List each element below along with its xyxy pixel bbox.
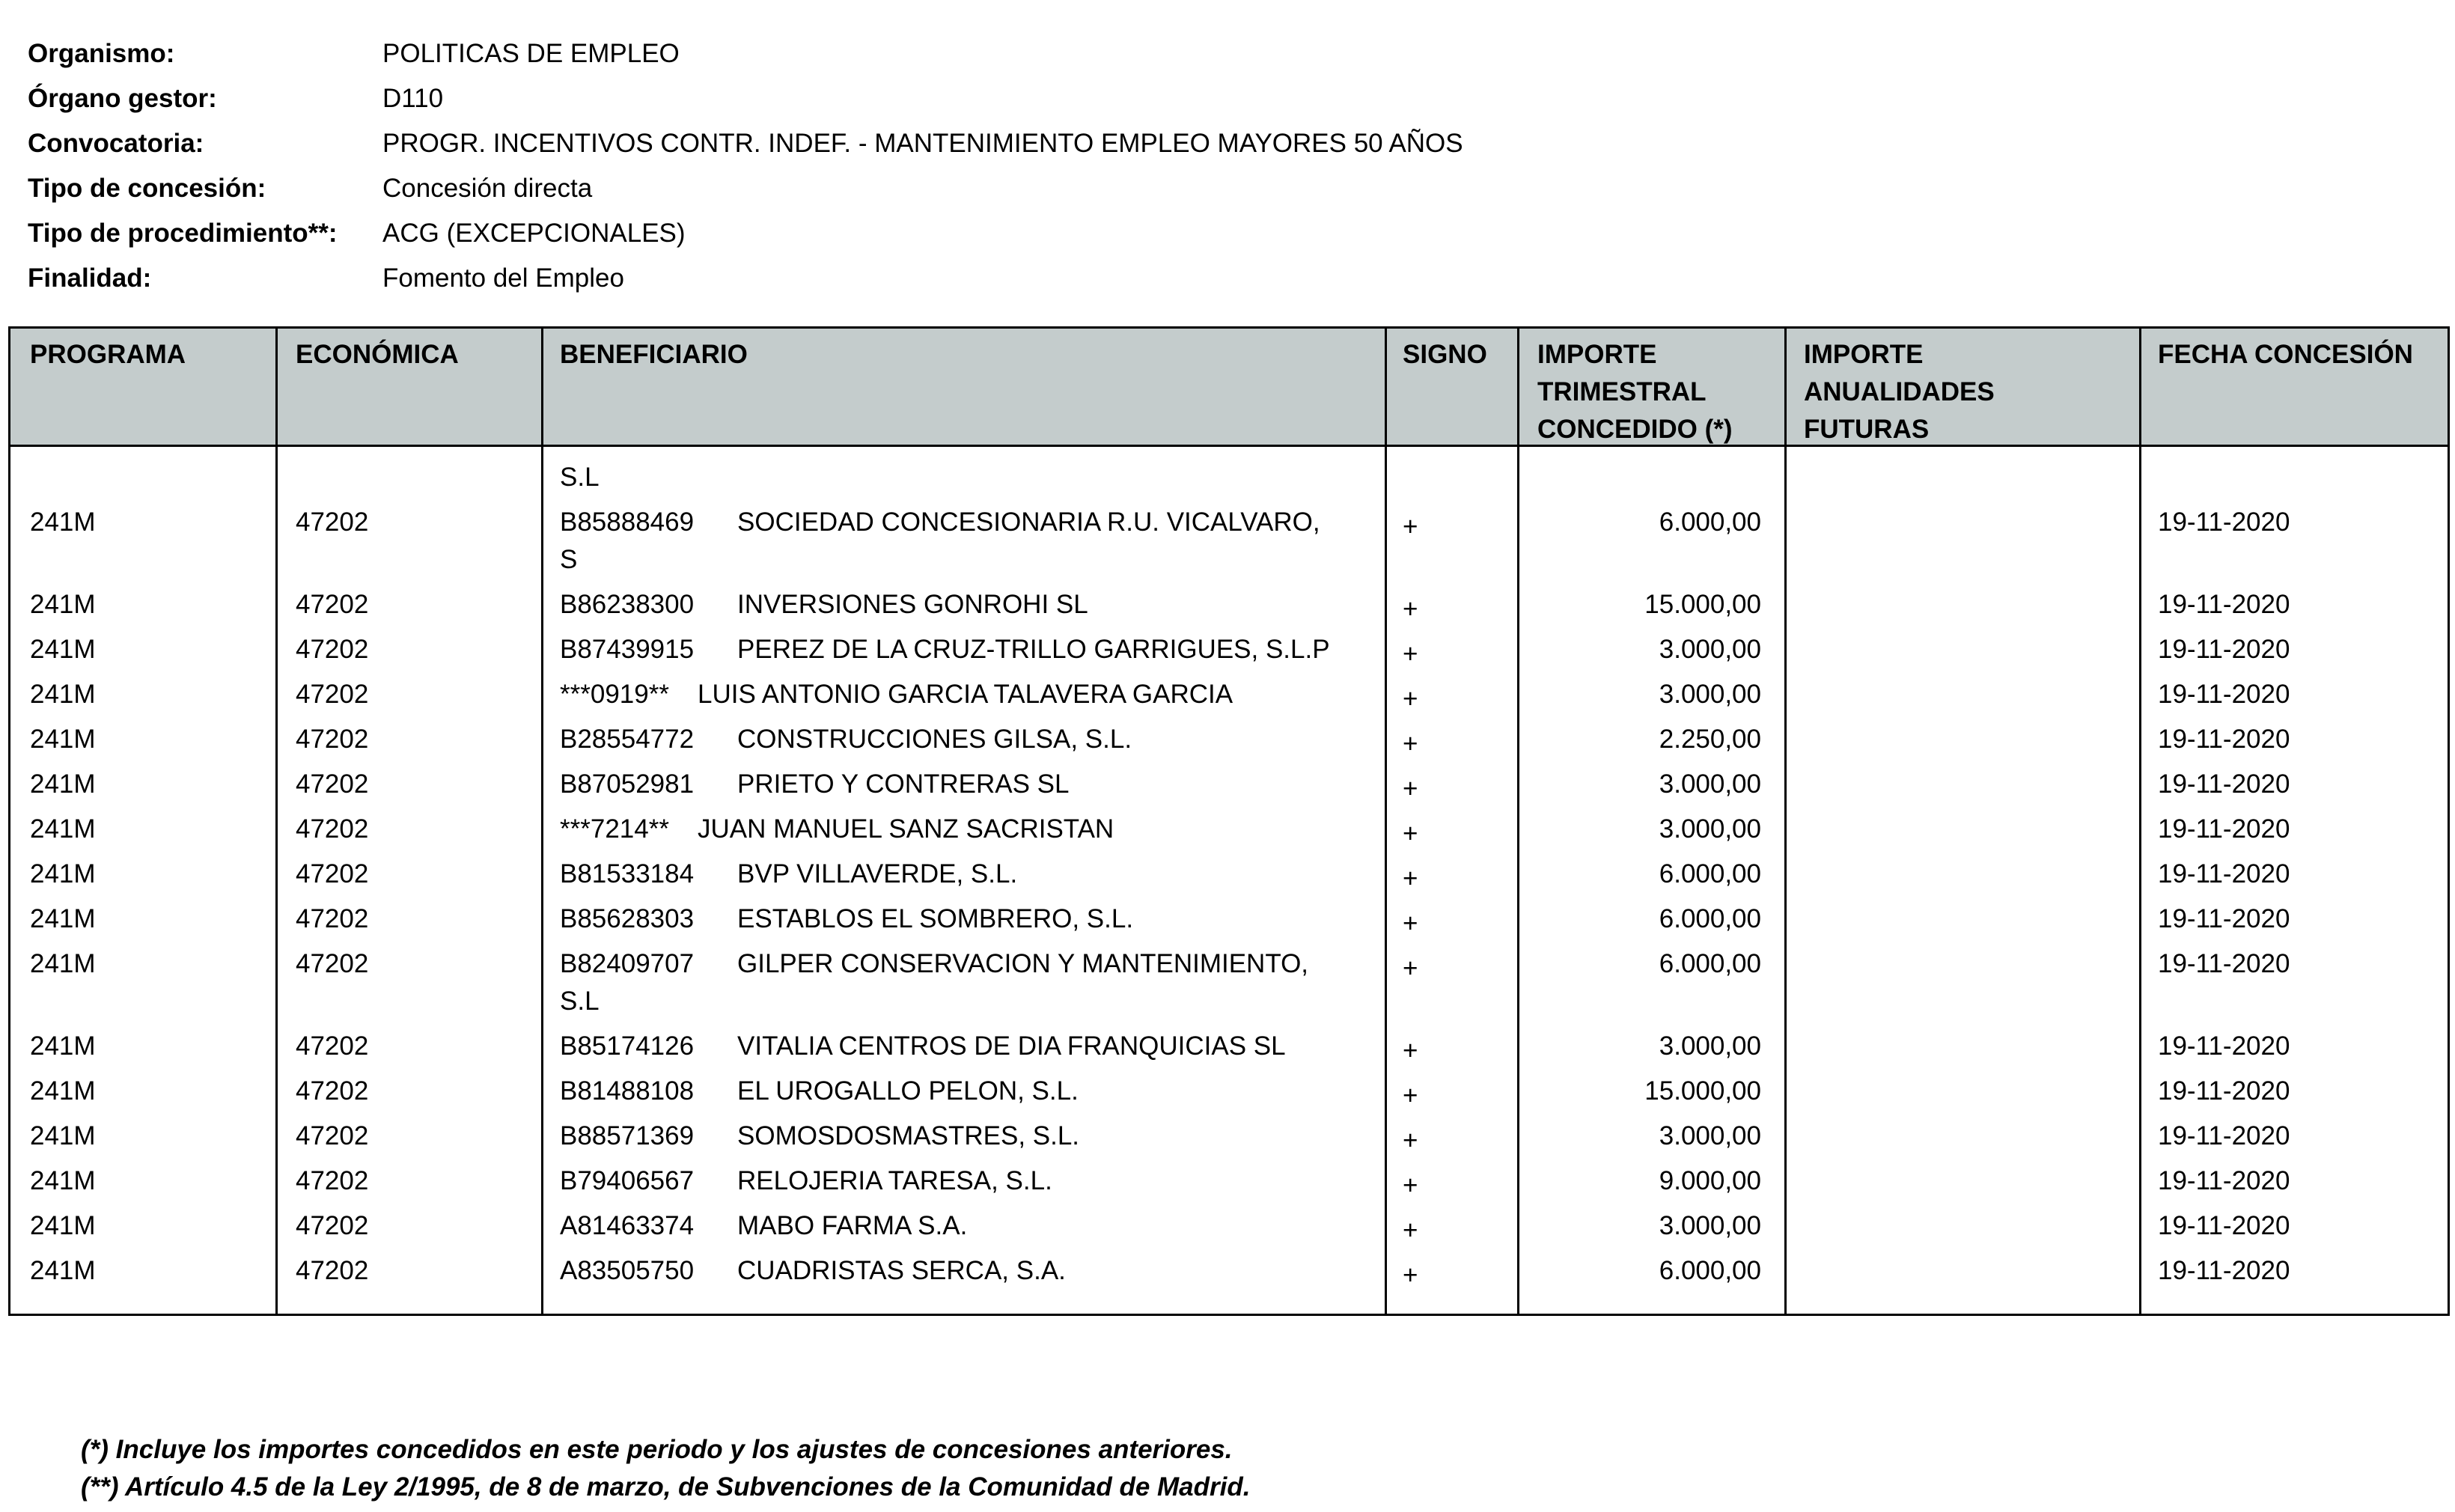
column-divider <box>1385 329 1387 1314</box>
cell-signo: + <box>1403 1260 1418 1290</box>
footnote: (**) Artículo 4.5 de la Ley 2/1995, de 8 de marzo, de Subvenciones de la Comunidad de Madrid. <box>81 1472 1251 1502</box>
cell-economica: 47202 <box>296 904 369 933</box>
cell-beneficiario-wrap: S.L <box>560 987 600 1016</box>
cell-nif: B81533184 <box>560 859 695 888</box>
column-header-fecha-concesion: FECHA CONCESIÓN <box>2158 340 2413 369</box>
cell-fecha: 19-11-2020 <box>2158 769 2290 799</box>
cell-nif: B85174126 <box>560 1031 695 1061</box>
footnote: (*) Incluye los importes concedidos en este periodo y los ajustes de concesiones anteriores. <box>81 1435 1233 1464</box>
cell-signo: + <box>1403 512 1418 541</box>
header-label: Tipo de concesión: <box>28 174 266 203</box>
header-value: PROGR. INCENTIVOS CONTR. INDEF. - MANTENIMIENTO EMPLEO MAYORES 50 AÑOS <box>382 129 1463 158</box>
cell-programa: 241M <box>30 904 96 933</box>
cell-programa: 241M <box>30 680 96 709</box>
cell-fecha: 19-11-2020 <box>2158 507 2290 537</box>
header-row-organo-gestor <box>28 76 1463 121</box>
cell-programa: 241M <box>30 949 96 978</box>
cell-fecha: 19-11-2020 <box>2158 859 2290 888</box>
cell-nif: B28554772 <box>560 725 695 754</box>
cell-signo: + <box>1403 639 1418 668</box>
header-row-tipo-procedimiento <box>28 211 1463 256</box>
cell-signo: + <box>1403 864 1418 893</box>
cell-economica: 47202 <box>296 1076 369 1106</box>
cell-economica: 47202 <box>296 1031 369 1061</box>
cell-beneficiario: PRIETO Y CONTRERAS SL <box>737 769 1070 799</box>
cell-importe: 3.000,00 <box>1659 814 1761 844</box>
document-header <box>28 31 1463 301</box>
cell-nif: B79406567 <box>560 1166 695 1195</box>
column-header-signo: SIGNO <box>1403 340 1487 369</box>
cell-importe: 3.000,00 <box>1659 680 1761 709</box>
cell-beneficiario: VITALIA CENTROS DE DIA FRANQUICIAS SL <box>737 1031 1286 1061</box>
cell-signo: + <box>1403 729 1418 758</box>
cell-fecha: 19-11-2020 <box>2158 1031 2290 1061</box>
cell-nif: B81488108 <box>560 1076 695 1106</box>
subsidies-table <box>8 326 2450 1316</box>
cell-beneficiario-wrap: S <box>560 545 578 574</box>
cell-economica: 47202 <box>296 1211 369 1240</box>
cell-economica: 47202 <box>296 769 369 799</box>
column-header-economica: ECONÓMICA <box>296 340 459 369</box>
header-label: Organismo: <box>28 39 175 68</box>
cell-beneficiario: PEREZ DE LA CRUZ-TRILLO GARRIGUES, S.L.P <box>737 635 1330 664</box>
cell-beneficiario: EL UROGALLO PELON, S.L. <box>737 1076 1079 1106</box>
cell-economica: 47202 <box>296 1166 369 1195</box>
column-divider <box>1517 329 1519 1314</box>
cell-importe: 6.000,00 <box>1659 904 1761 933</box>
cell-programa: 241M <box>30 1031 96 1061</box>
cell-beneficiario: MABO FARMA S.A. <box>737 1211 968 1240</box>
cell-beneficiario: SOMOSDOSMASTRES, S.L. <box>737 1121 1080 1150</box>
cell-programa: 241M <box>30 635 96 664</box>
cell-fecha: 19-11-2020 <box>2158 635 2290 664</box>
cell-importe: 6.000,00 <box>1659 949 1761 978</box>
cell-nif: B88571369 <box>560 1121 695 1150</box>
cell-signo: + <box>1403 774 1418 803</box>
cell-programa: 241M <box>30 1076 96 1106</box>
header-label: Tipo de procedimiento**: <box>28 219 338 248</box>
cell-fecha: 19-11-2020 <box>2158 1076 2290 1106</box>
header-value: Fomento del Empleo <box>382 263 624 293</box>
cell-fecha: 19-11-2020 <box>2158 949 2290 978</box>
cell-economica: 47202 <box>296 635 369 664</box>
column-header-programa: PROGRAMA <box>30 340 186 369</box>
cell-programa: 241M <box>30 1166 96 1195</box>
column-divider <box>541 329 543 1314</box>
cell-signo: + <box>1403 1126 1418 1155</box>
cell-importe: 6.000,00 <box>1659 1256 1761 1285</box>
cell-economica: 47202 <box>296 507 369 537</box>
cell-programa: 241M <box>30 1211 96 1240</box>
cell-beneficiario: CUADRISTAS SERCA, S.A. <box>737 1256 1066 1285</box>
header-row-organismo <box>28 31 1463 76</box>
cell-signo: + <box>1403 594 1418 624</box>
column-header-importe-anualidades: IMPORTE ANUALIDADES FUTURAS <box>1804 340 1995 444</box>
cell-importe: 3.000,00 <box>1659 635 1761 664</box>
cell-importe: 6.000,00 <box>1659 859 1761 888</box>
column-divider <box>275 329 278 1314</box>
cell-importe: 3.000,00 <box>1659 1121 1761 1150</box>
cell-nif: B85628303 <box>560 904 695 933</box>
cell-economica: 47202 <box>296 1256 369 1285</box>
cell-fecha: 19-11-2020 <box>2158 904 2290 933</box>
header-value: D110 <box>382 84 444 113</box>
cell-beneficiario: LUIS ANTONIO GARCIA TALAVERA GARCIA <box>698 680 1233 709</box>
cell-nif: B85888469 <box>560 507 695 537</box>
cell-nif: B86238300 <box>560 590 695 619</box>
header-value: Concesión directa <box>382 174 593 203</box>
cell-beneficiario: ESTABLOS EL SOMBRERO, S.L. <box>737 904 1134 933</box>
cell-importe: 9.000,00 <box>1659 1166 1761 1195</box>
header-label: Convocatoria: <box>28 129 204 158</box>
cell-signo: + <box>1403 684 1418 713</box>
cell-beneficiario: GILPER CONSERVACION Y MANTENIMIENTO, <box>737 949 1309 978</box>
cell-economica: 47202 <box>296 590 369 619</box>
cell-nif: B82409707 <box>560 949 695 978</box>
cell-programa: 241M <box>30 725 96 754</box>
cell-programa: 241M <box>30 769 96 799</box>
footnotes <box>81 1431 1250 1506</box>
table-header <box>10 329 2448 447</box>
cell-signo: + <box>1403 1036 1418 1065</box>
cell-beneficiario: RELOJERIA TARESA, S.L. <box>737 1166 1052 1195</box>
cell-importe: 15.000,00 <box>1644 1076 1761 1106</box>
cell-importe: 2.250,00 <box>1659 725 1761 754</box>
cell-programa: 241M <box>30 507 96 537</box>
cell-signo: + <box>1403 954 1418 983</box>
cell-beneficiario: INVERSIONES GONROHI SL <box>737 590 1088 619</box>
cell-fecha: 19-11-2020 <box>2158 1211 2290 1240</box>
cell-beneficiario: CONSTRUCCIONES GILSA, S.L. <box>737 725 1132 754</box>
cell-fecha: 19-11-2020 <box>2158 814 2290 844</box>
header-label: Finalidad: <box>28 263 152 293</box>
column-divider <box>2139 329 2141 1314</box>
cell-nif: B87052981 <box>560 769 695 799</box>
header-row-tipo-concesion <box>28 166 1463 211</box>
cell-fecha: 19-11-2020 <box>2158 1166 2290 1195</box>
header-row-convocatoria <box>28 121 1463 166</box>
cell-economica: 47202 <box>296 814 369 844</box>
cell-programa: 241M <box>30 814 96 844</box>
header-value: POLITICAS DE EMPLEO <box>382 39 680 68</box>
cell-importe: 6.000,00 <box>1659 507 1761 537</box>
cell-signo: + <box>1403 1216 1418 1245</box>
cell-nif: ***7214** <box>560 814 669 844</box>
cell-signo: + <box>1403 819 1418 848</box>
header-row-finalidad <box>28 256 1463 301</box>
cell-economica: 47202 <box>296 725 369 754</box>
cell-fecha: 19-11-2020 <box>2158 725 2290 754</box>
cell-beneficiario: BVP VILLAVERDE, S.L. <box>737 859 1018 888</box>
cell-importe: 3.000,00 <box>1659 1031 1761 1061</box>
cell-programa: 241M <box>30 859 96 888</box>
cell-nif: B87439915 <box>560 635 695 664</box>
cell-programa: 241M <box>30 590 96 619</box>
cell-economica: 47202 <box>296 859 369 888</box>
cell-fecha: 19-11-2020 <box>2158 1256 2290 1285</box>
cell-programa: 241M <box>30 1256 96 1285</box>
cell-nif: ***0919** <box>560 680 669 709</box>
header-label: Órgano gestor: <box>28 84 217 113</box>
cell-importe: 3.000,00 <box>1659 1211 1761 1240</box>
cell-signo: + <box>1403 909 1418 938</box>
column-divider <box>1784 329 1787 1314</box>
cell-nif: A83505750 <box>560 1256 695 1285</box>
cell-importe: 3.000,00 <box>1659 769 1761 799</box>
cell-economica: 47202 <box>296 680 369 709</box>
column-header-beneficiario: BENEFICIARIO <box>560 340 748 369</box>
cell-economica: 47202 <box>296 1121 369 1150</box>
header-value: ACG (EXCEPCIONALES) <box>382 219 686 248</box>
cell-fecha: 19-11-2020 <box>2158 590 2290 619</box>
cell-fecha: 19-11-2020 <box>2158 1121 2290 1150</box>
column-header-importe-trimestral: IMPORTE TRIMESTRAL CONCEDIDO (*) <box>1537 340 1733 444</box>
cell-nif: A81463374 <box>560 1211 695 1240</box>
cell-programa: 241M <box>30 1121 96 1150</box>
cell-signo: + <box>1403 1081 1418 1110</box>
cell-fecha: 19-11-2020 <box>2158 680 2290 709</box>
cell-importe: 15.000,00 <box>1644 590 1761 619</box>
cell-beneficiario: JUAN MANUEL SANZ SACRISTAN <box>698 814 1114 844</box>
continuation-text: S.L <box>560 463 600 492</box>
cell-economica: 47202 <box>296 949 369 978</box>
cell-signo: + <box>1403 1171 1418 1200</box>
cell-beneficiario: SOCIEDAD CONCESIONARIA R.U. VICALVARO, <box>737 507 1320 537</box>
